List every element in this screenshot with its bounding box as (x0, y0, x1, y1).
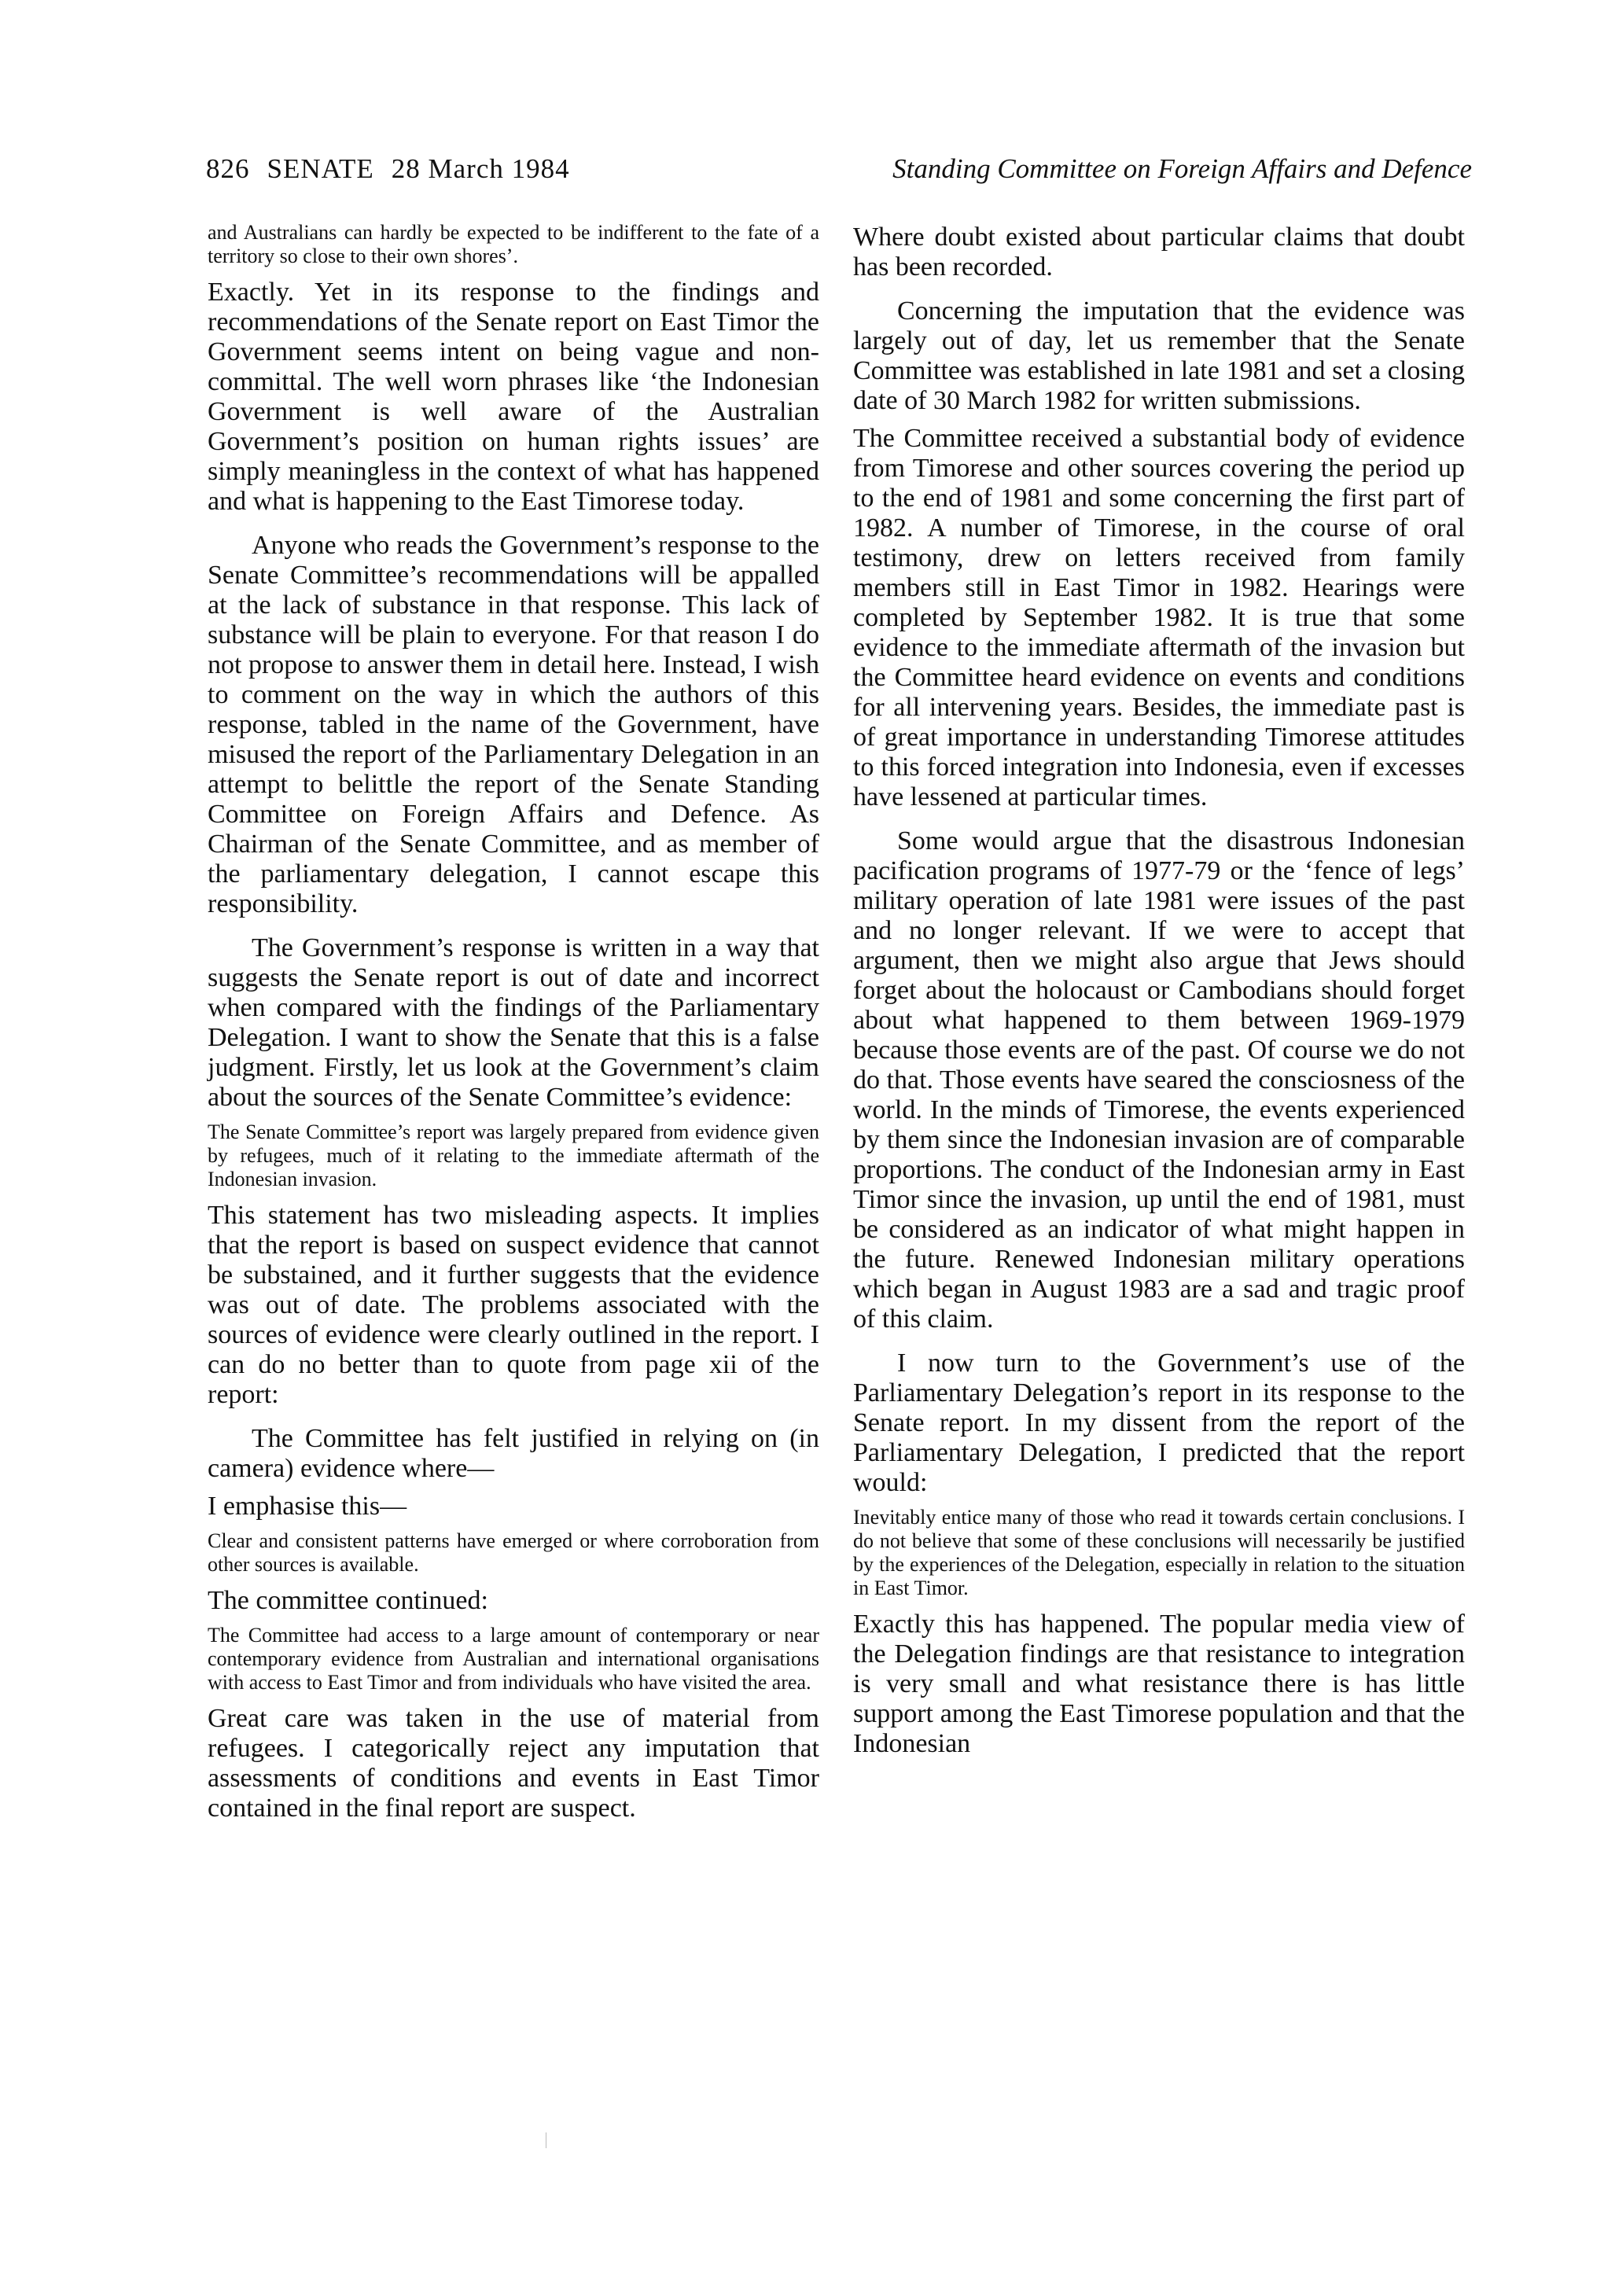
body-paragraph: The Government’s response is written in a way that suggests the Senate report is out of date and incorrect when compared with the findings of the Parliamentary Delegation. I want to show the Senate that this is a false judgment. Firstly, let us look at the Government’s claim about the sources of the Senate Committee’s evidence: (208, 933, 819, 1112)
body-paragraph: Concerning the imputation that the evidence was largely out of day, let us remember that the Senate Committee was established in late 1981 and set a closing date of 30 March 1982 for written submissions. (853, 296, 1465, 415)
body-paragraph: Where doubt existed about particular claims that doubt has been recorded. (853, 223, 1465, 281)
body-paragraph: I now turn to the Government’s use of the Parliamentary Delegation’s report in its response to the Senate report. In my dissent from the report of the Parliamentary Delegation, I predicted that the report would: (853, 1349, 1465, 1497)
body-paragraph: Exactly this has happened. The popular media view of the Delegation findings are that resistance to integration is very small and what resistance there is has little support among the East Timorese population and that the Indonesian (853, 1610, 1465, 1758)
body-paragraph: The Committee has felt justified in relying on (in camera) evidence where— (208, 1424, 819, 1483)
section-title: Standing Committee on Foreign Affairs and Defence (892, 153, 1472, 184)
body-paragraph: Anyone who reads the Government’s response to the Senate Committee’s recommendations will be appalled at the lack of substance in that response. This lack of substance will be plain to everyone. For that reason I do not propose to answer them in detail here. Instead, I wish to comment on the way in which the authors of this response, tabled in the name of the Government, have misused the report of the Parliamentary Delegation in an attempt to belittle the report of the Senate Standing Committee on Foreign Affairs and Defence. As Chairman of the Senate Committee, and as member of the parliamentary delegation, I cannot escape this responsibility. (208, 531, 820, 918)
body-paragraph: This statement has two misleading aspects. It implies that the report is based on suspect evidence that cannot be substained, and it further suggests that the evidence was out of date. The problems associated with the sources of evidence were clearly outlined in the report. I can do no better than to quote from page xii of the report: (208, 1201, 819, 1409)
body-paragraph: Great care was taken in the use of material from refugees. I categorically reject any imputation that assessments of conditions and events in East Timor contained in the final report are suspect. (208, 1704, 819, 1823)
page-header (206, 149, 1472, 189)
right-column (853, 223, 1465, 1767)
body-paragraph: Exactly. Yet in its response to the findings and recommendations of the Senate report on East Timor the Government seems intent on being vague and non-committal. The well worn phrases like ‘the Indonesian Government is well aware of the Australian Government’s position on human rights issues’ are simply meaningless in the context of what has happened and what is happening to the East Timorese today. (208, 278, 819, 516)
sitting-date: 28 March 1984 (391, 153, 570, 184)
body-paragraph: The committee continued: (208, 1586, 488, 1615)
quote-paragraph: and Australians can hardly be expected to be indifferent to the fate of a territory so close to their own shores’. (208, 221, 819, 267)
chamber-name: SENATE (267, 153, 374, 184)
body-paragraph: The Committee received a substantial body of evidence from Timorese and other sources covering the period up to the end of 1981 and some concerning the first part of 1982. A number of Timorese, in the course of oral testimony, drew on letters received from family members still in East Timor in 1982. Hearings were completed by September 1982. It is true that some evidence to the immediate aftermath of the invasion but the Committee heard evidence on events and conditions for all intervening years. Besides, the immediate past is of great importance in understanding Timorese attitudes to this forced integration into Indonesia, even if excesses have lessened at particular times. (853, 424, 1465, 811)
quote-paragraph: The Committee had access to a large amount of contemporary or near contemporary evidence from Australian and international organisations with access to East Timor and from individuals who have visited the area. (208, 1624, 819, 1694)
quote-paragraph: Inevitably entice many of those who read it towards certain conclusions. I do not believe that some of these conclusions will necessarily be justified by the experiences of the Delegation, especially in relation to the situation in East Timor. (853, 1506, 1465, 1599)
body-paragraph: Some would argue that the disastrous Indonesian pacification programs of 1977-79 or the ‘fence of legs’ military operation of late 1981 were issues of the past and no longer relevant. If we were to accept that argument, then we might also argue that Jews should forget about the holocaust or Cambodians should forget about what happened to them between 1969-1979 because those events are of the past. Of course we do not do that. Those events have seared the consciosness of the world. In the minds of Timorese, the events experienced by them since the Indonesian invasion are of comparable proportions. The conduct of the Indonesian army in East Timor since the invasion, up until the end of 1981, must be considered as an indicator of what might happen in the future. Renewed Indonesian military operations which began in August 1983 are a sad and tragic proof of this claim. (853, 826, 1465, 1334)
body-paragraph: I emphasise this— (208, 1492, 407, 1521)
left-column (208, 223, 819, 1831)
header-left (206, 149, 587, 189)
quote-paragraph: The Senate Committee’s report was largely prepared from evidence given by refugees, much of it relating to the immediate aftermath of the Indonesian invasion. (208, 1120, 819, 1190)
page-number: 826 (206, 153, 250, 184)
quote-paragraph: Clear and consistent patterns have emerged or where corroboration from other sources is available. (208, 1529, 819, 1576)
